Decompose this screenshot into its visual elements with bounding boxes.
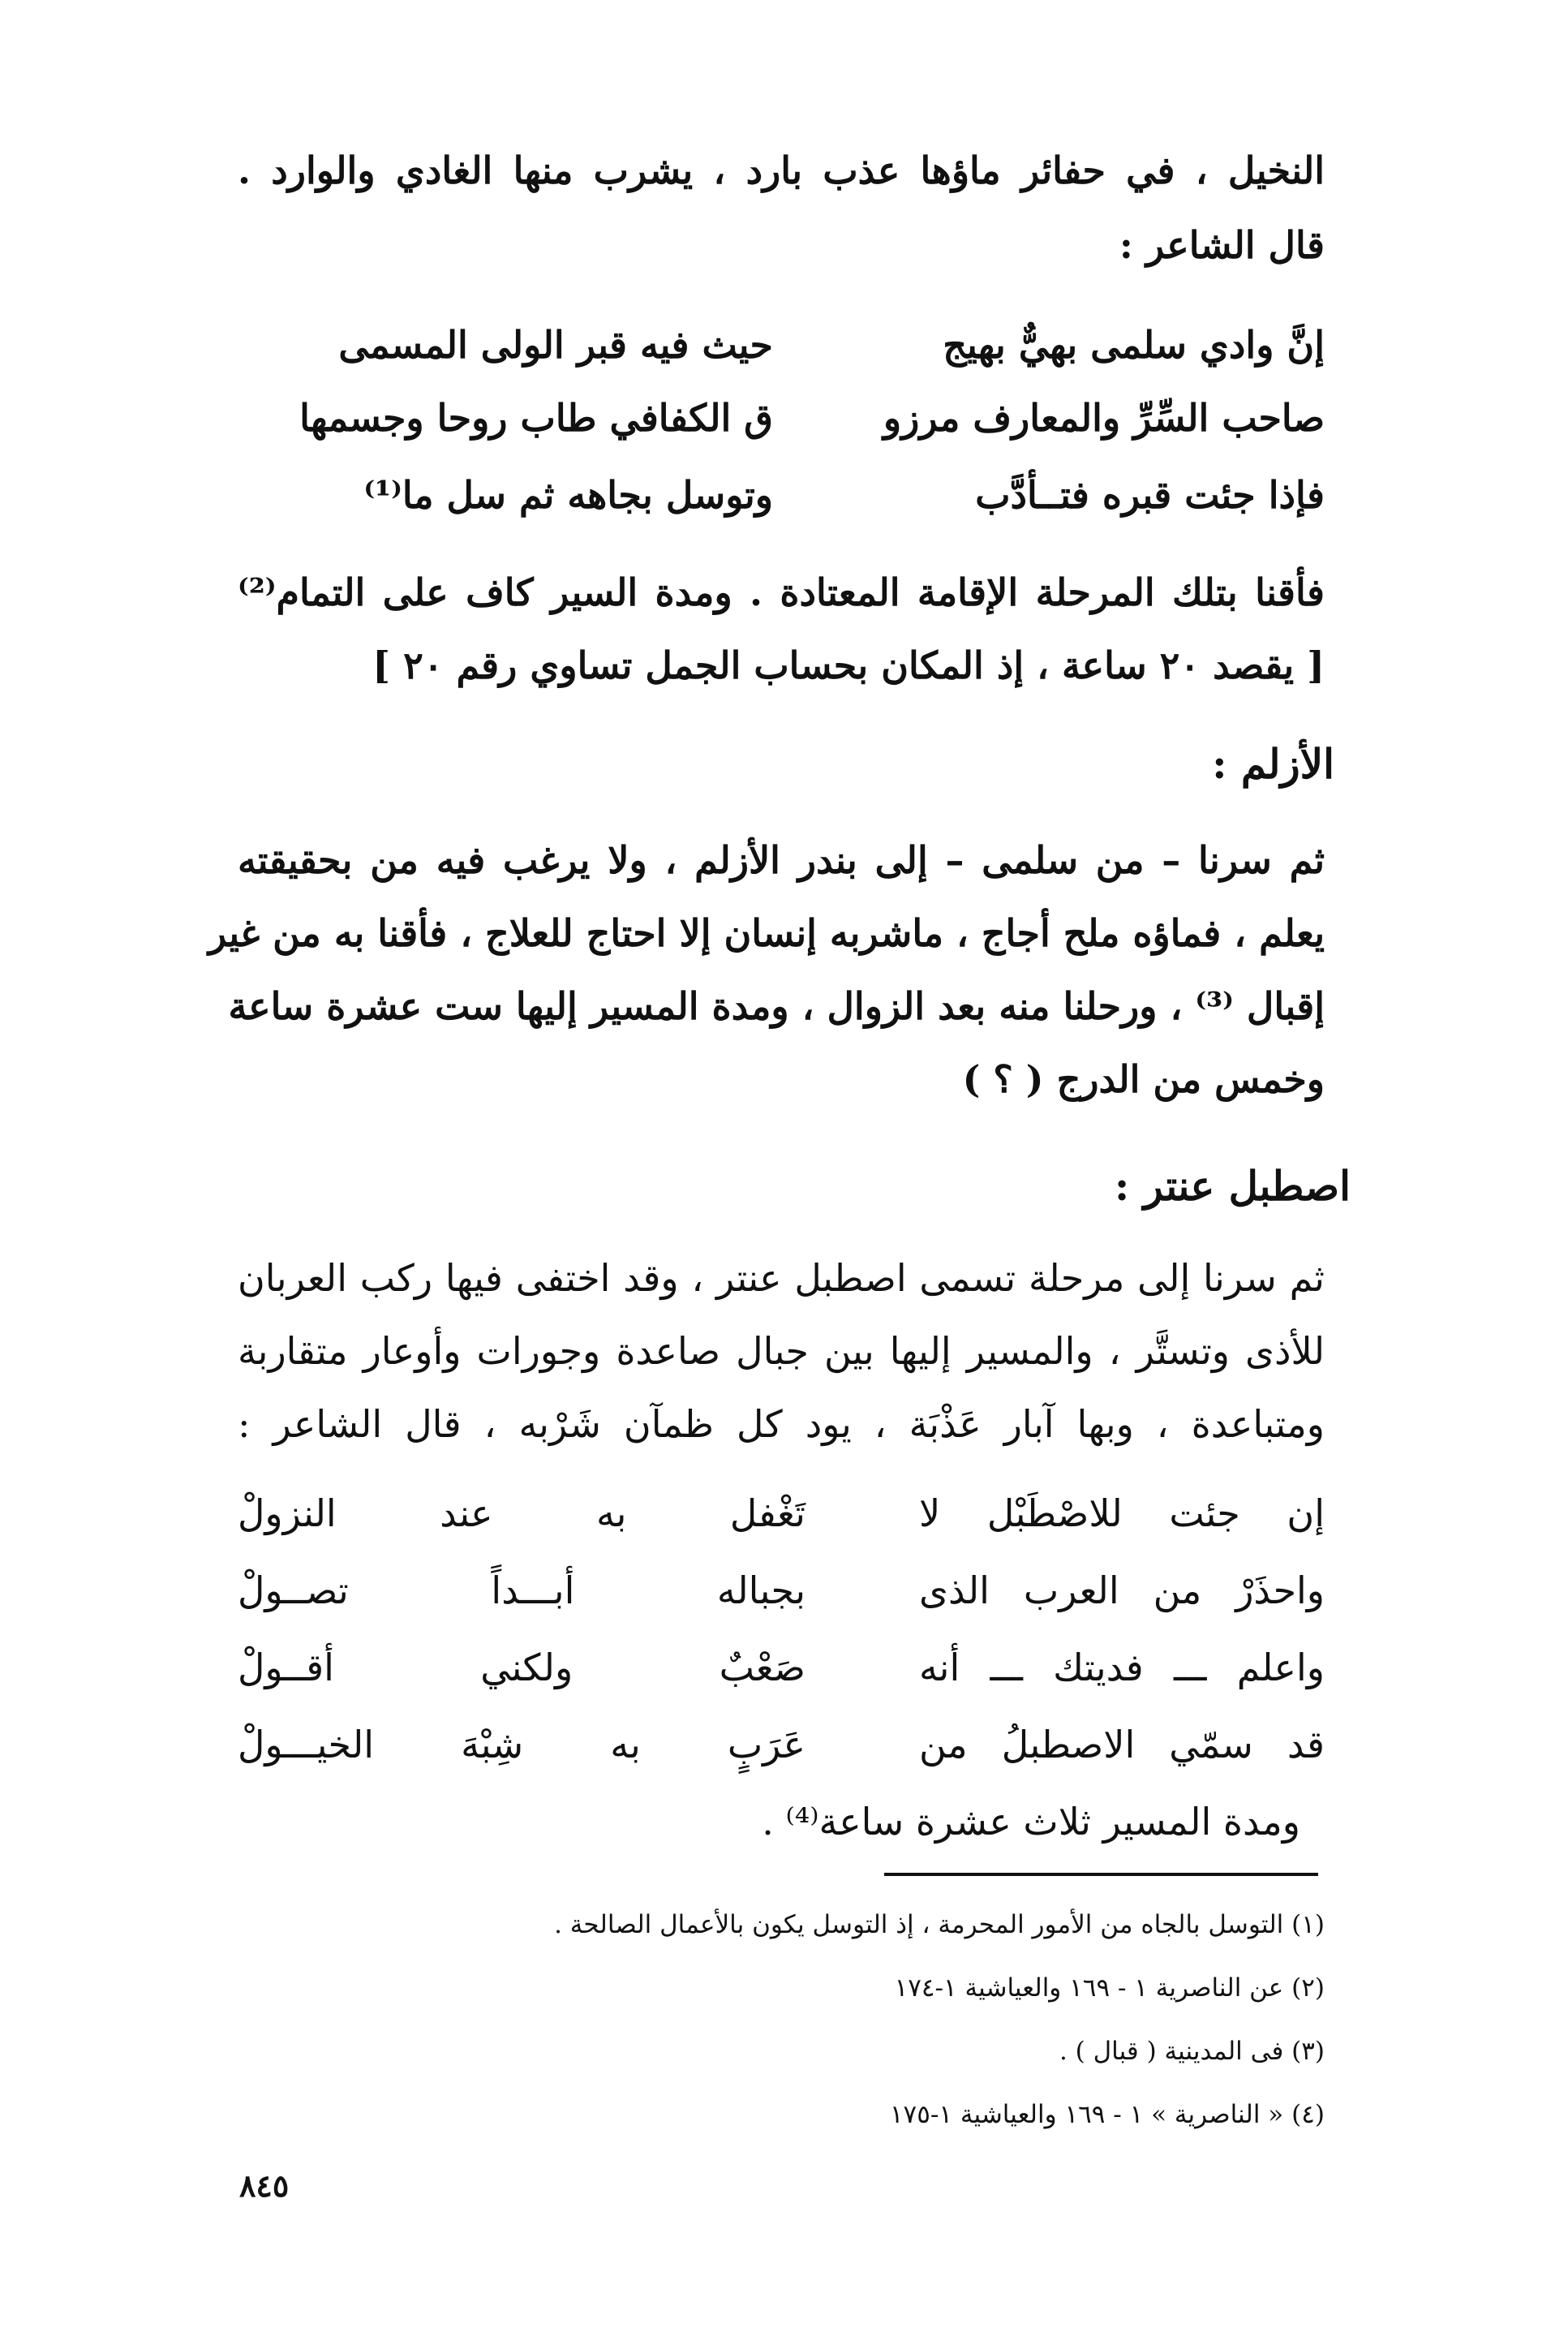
body-line: فأقنا بتلك المرحلة الإقامة المعتادة . ومدة السير كاف على التمام⁽²⁾ [238,570,1325,614]
verse-row [238,1489,1325,1538]
verse-first-hemistich: واحذَرْ من العرب الذى [919,1568,1325,1612]
body-line: للأذى وتستَّر ، والمسير إليها بين جبال صاعدة وجورات وأوعار متقاربة [238,1329,1325,1373]
body-line: ثم سرنا – من سلمى – إلى بندر الأزلم ، ولا يرغب فيه من بحقيقته [238,838,1325,882]
poet-intro-line: قال الشاعر : [1119,223,1325,267]
bracket-note-line: [ يقصد ٢٠ ساعة ، إذ المكان بحساب الجمل تساوي رقم ٢٠ ] [372,643,1325,687]
footnote: (١) التوسل بالجاه من الأمور المحرمة ، إذ التوسل يكون بالأعمال الصالحة . [554,1910,1325,1939]
verse-first-hemistich: فإذا جئت قبره فتــأدَّب [975,473,1325,517]
verse-row [238,471,1325,519]
body-line: إقبال ⁽³⁾ ، ورحلنا منه بعد الزوال ، ومدة المسير إليها ست عشرة ساعة [228,984,1325,1028]
verse-row [238,1643,1325,1692]
verse-second-hemistich: صَعْبٌ ولكني أقــولْ [238,1646,805,1689]
footnote-divider [884,1873,1318,1876]
section-heading: الأزلم : [1212,740,1334,788]
footnote: (٣) فى المدينية ( قبال ) . [1059,2037,1325,2066]
page-number: ٨٤٥ [239,2167,290,2204]
section-heading: اصطبل عنتر : [1114,1162,1351,1210]
body-line: وخمس من الدرج ( ؟ ) [962,1057,1325,1101]
verse-row [238,394,1325,442]
verse-first-hemistich: صاحب السِّرِّ والمعارف مرزو [883,396,1325,440]
body-line: ثم سرنا إلى مرحلة تسمى اصطبل عنتر ، وقد اختفى فيها ركب العربان [238,1256,1325,1300]
verse-row [238,321,1325,369]
footnote: (٤) « الناصرية » ١ - ١٦٩ والعياشية ١-١٧٥ [889,2100,1325,2129]
verse-first-hemistich: واعلم ـــ فديتك ـــ أنه [919,1646,1325,1689]
verse-second-hemistich: حيث فيه قبر الولى المسمى [338,323,773,367]
verse-second-hemistich: تَغْفل به عند النزولْ [238,1491,805,1535]
body-line: ومتباعدة ، وبها آبار عَذْبَة ، يود كل ظمآن شَرْبه ، قال الشاعر : [238,1402,1325,1446]
verse-second-hemistich: ق الكفافي طاب روحا وجسمها [299,396,773,440]
verse-second-hemistich: وتوسل بجاهه ثم سل ما⁽¹⁾ [363,473,773,517]
verse-row [238,1720,1325,1769]
verse-first-hemistich: إن جئت للاصْطَبْل لا [919,1491,1325,1535]
verse-first-hemistich: قد سمّي الاصطبلُ من [919,1723,1325,1766]
verse-second-hemistich: عَرَبٍ به شِبْهَ الخيـــولْ [238,1723,805,1766]
body-line: يعلم ، فماؤه ملح أجاج ، ماشربه إنسان إلا احتاج للعلاج ، فأقنا به من غير [208,911,1325,955]
body-line: النخيل ، في حفائر ماؤها عذب بارد ، يشرب منها الغادي والوارد . [238,148,1325,192]
verse-first-hemistich: إنَّ وادي سلمى بهيٌّ بهيج [943,323,1325,367]
verse-row [238,1566,1325,1615]
closing-line: ومدة المسير ثلاث عشرة ساعة⁽⁴⁾ . [762,1800,1300,1844]
verse-second-hemistich: بجباله أبـــداً تصــولْ [238,1568,805,1612]
footnote: (٢) عن الناصرية ١ - ١٦٩ والعياشية ١-١٧٤ [894,1973,1325,2003]
